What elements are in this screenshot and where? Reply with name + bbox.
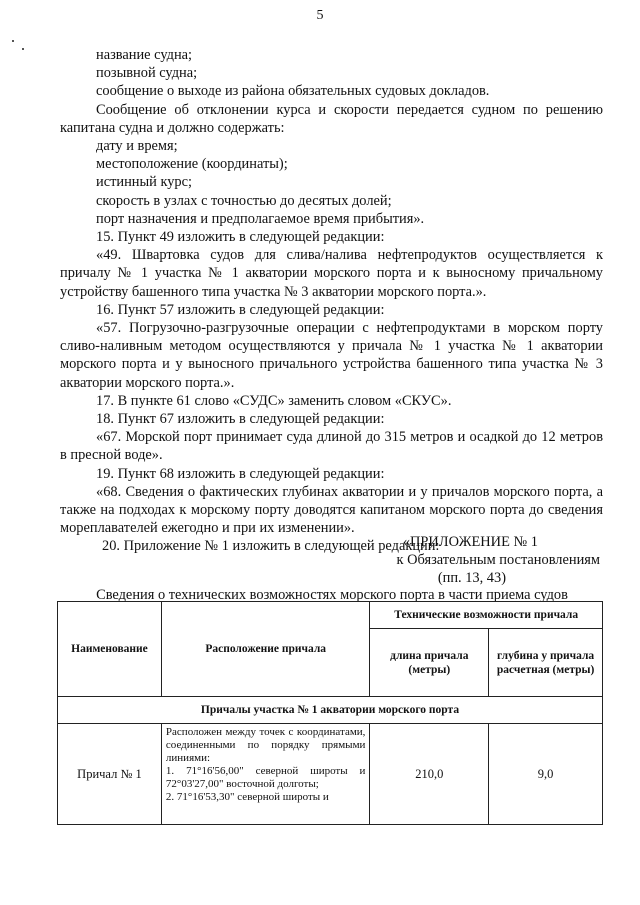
text-line: 17. В пункте 61 слово «СУДС» заменить словом «СКУС». bbox=[96, 392, 452, 409]
text-paragraph: «68. Сведения о фактических глубинах акватории и у причалов морского порта, а также на подходах к морскому порту доводятся капитаном морского порта до сведения мореплавателей ежегодно и при их изменении». bbox=[60, 483, 603, 537]
text-line: сообщение о выходе из района обязательных судовых докладов. bbox=[96, 83, 490, 100]
header-location: Расположение причала bbox=[161, 602, 370, 697]
appendix-points: (пп. 13, 43) bbox=[437, 570, 506, 587]
page-number: 5 bbox=[316, 8, 324, 23]
berth-name: Причал № 1 bbox=[58, 724, 162, 825]
text-line: истинный курс; bbox=[96, 174, 193, 191]
header-length: длина причала (метры) bbox=[370, 629, 489, 697]
text-paragraph: Сообщение об отклонении курса и скорости передается судном по решению капитана судна и должно содержать: bbox=[60, 101, 603, 136]
text-line: 16. Пункт 57 изложить в следующей редакции: bbox=[96, 301, 385, 318]
text-line: 15. Пункт 49 изложить в следующей редакции: bbox=[96, 229, 385, 246]
header-depth: глубина у причала расчетная (метры) bbox=[489, 629, 603, 697]
header-name: Наименование bbox=[58, 602, 162, 697]
text-line: 18. Пункт 67 изложить в следующей редакции: bbox=[96, 411, 385, 428]
text-line: местоположение (координаты); bbox=[96, 156, 288, 173]
text-line: дату и время; bbox=[96, 138, 178, 155]
table-caption: Сведения о технических возможностях морского порта в части приема судов bbox=[96, 587, 568, 603]
appendix-title: «ПРИЛОЖЕНИЕ № 1 bbox=[402, 534, 538, 550]
text-line: позывной судна; bbox=[96, 65, 198, 82]
text-line: 19. Пункт 68 изложить в следующей редакции: bbox=[96, 465, 385, 482]
body-text bbox=[60, 46, 603, 556]
appendix-ref: к Обязательным постановлениям bbox=[396, 552, 600, 569]
berth-table bbox=[57, 601, 603, 825]
text-line: название судна; bbox=[96, 47, 193, 63]
header-tech: Технические возможности причала bbox=[370, 602, 603, 629]
location-point: 2. 71°16'53,30" северной широты и bbox=[165, 791, 329, 803]
text-line: скорость в узлах с точностью до десятых долей; bbox=[96, 192, 392, 209]
section-title: Причалы участка № 1 акватории морского порта bbox=[58, 697, 603, 724]
text-line: порт назначения и предполагаемое время прибытия». bbox=[96, 210, 425, 227]
text-paragraph: «57. Погрузочно-разгрузочные операции с нефтепродуктами в морском порту сливо-наливным методом осуществляются у причала № 1 участка № 1 акватории морского порта и у выносного причального устройства башенного типа участка № 3 акватории морского порта.». bbox=[60, 320, 603, 391]
table-row bbox=[58, 724, 603, 825]
scan-mark bbox=[22, 48, 24, 50]
text-line: 20. Приложение № 1 изложить в следующей редакции: bbox=[102, 538, 440, 555]
text-paragraph: «49. Швартовка судов для слива/налива нефтепродуктов осуществляется к причалу № 1 участка № 1 акватории морского порта и к выносному причальному устройству башенного типа участка № 3 акватории морского порта.». bbox=[60, 247, 603, 300]
scan-mark bbox=[12, 40, 14, 42]
text-paragraph: «67. Морской порт принимает суда длиной до 315 метров и осадкой до 12 метров в пресной воде». bbox=[60, 429, 603, 464]
berth-depth: 9,0 bbox=[489, 724, 603, 825]
berth-length: 210,0 bbox=[370, 724, 489, 825]
berth-location bbox=[161, 724, 370, 825]
location-point: 1. 71°16'56,00" северной широты и 72°03'27,00" восточной долготы; bbox=[165, 765, 366, 790]
location-intro: Расположен между точек с координатами, соединенными по порядку прямыми линиями: bbox=[165, 726, 366, 764]
appendix-header bbox=[60, 533, 600, 588]
